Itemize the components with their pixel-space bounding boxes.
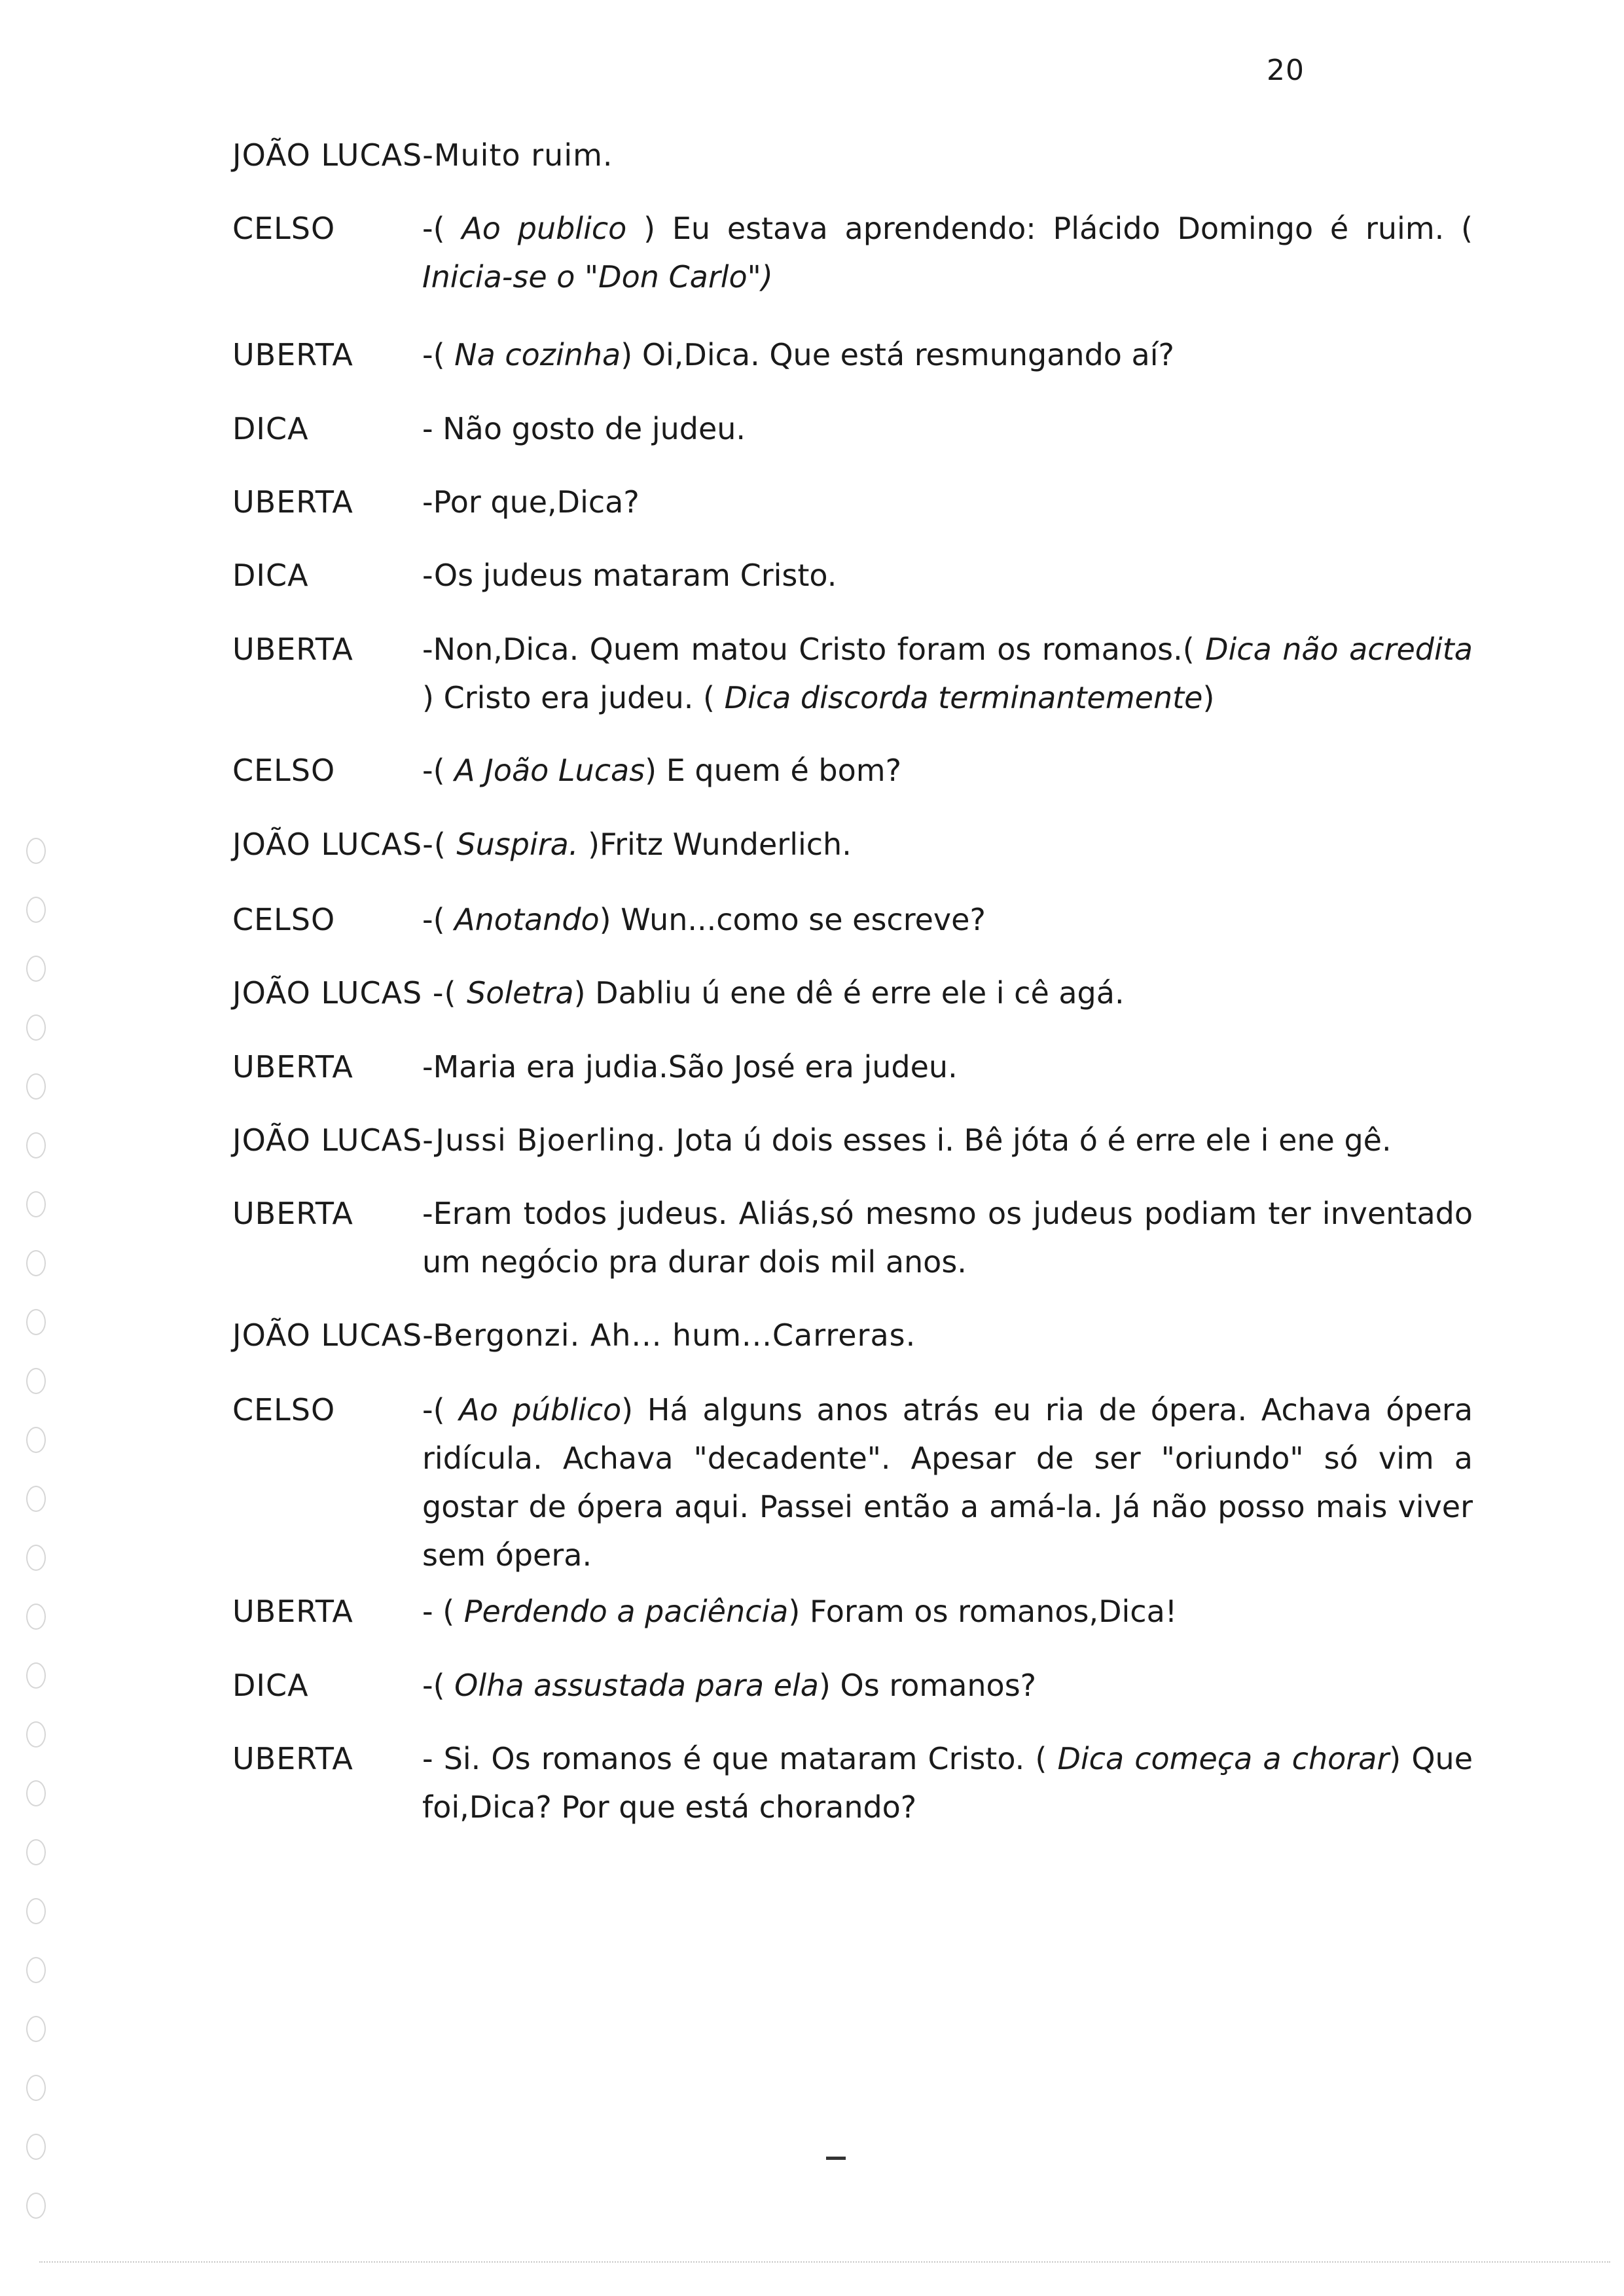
- speech-fragment: -Non,Dica. Quem matou Cristo foram os romanos.(: [422, 632, 1206, 667]
- binding-hole: [26, 956, 46, 982]
- speaker-name: UBERTA: [232, 484, 353, 520]
- binding-hole: [26, 1898, 46, 1924]
- speaker-name: UBERTA: [232, 1741, 353, 1776]
- speech-fragment: ) Cristo era judeu. (: [422, 680, 725, 715]
- stage-direction: Suspira.: [456, 827, 588, 862]
- binding-hole: [26, 1250, 46, 1276]
- binding-hole: [26, 2016, 46, 2042]
- speech-fragment: -(: [422, 337, 455, 372]
- stage-direction: Perdendo a paciência: [463, 1594, 789, 1629]
- speech-fragment: - Não gosto de judeu.: [422, 411, 746, 446]
- stage-direction: A João Lucas: [454, 753, 645, 788]
- stage-direction: Ao publico: [461, 211, 627, 246]
- speaker-name: UBERTA: [232, 1049, 353, 1085]
- stage-direction: Dica não acredita: [1205, 632, 1473, 667]
- speech-fragment: ) Foram os romanos,Dica!: [788, 1594, 1178, 1629]
- binding-hole: [26, 1721, 46, 1748]
- dialogue-line: [232, 1116, 1476, 1164]
- speaker-name: UBERTA: [232, 1196, 353, 1231]
- speech-text: [422, 1043, 1473, 1091]
- page-edge: [39, 2261, 1610, 2263]
- dialogue-line: [232, 820, 1476, 869]
- binding-hole: [26, 1132, 46, 1158]
- stage-direction: Dica começa a chorar: [1057, 1741, 1390, 1776]
- binding-hole: [26, 1604, 46, 1630]
- speech-fragment: ) Os romanos?: [818, 1668, 1037, 1703]
- speaker-name: CELSO: [232, 211, 336, 246]
- speech-text: [422, 895, 1473, 944]
- speaker-name: DICA: [232, 1668, 309, 1703]
- speaker-name: JOÃO LUCAS-Bergonzi. Ah... hum...Carreras.: [232, 1318, 916, 1353]
- binding-hole: [26, 1191, 46, 1217]
- speech-text: [422, 1661, 1473, 1710]
- speech-fragment: - (: [422, 1594, 464, 1629]
- binding-hole: [26, 2134, 46, 2160]
- speech-text: [456, 827, 851, 862]
- speaker-name: DICA: [232, 411, 309, 446]
- dialogue-line: [232, 969, 1476, 1017]
- speech-fragment: )Fritz Wunderlich.: [588, 827, 852, 862]
- binding-hole: [26, 838, 46, 864]
- speech-fragment: Jota ú dois esses i. Bê jóta ó é erre ele i ene gê.: [666, 1122, 1392, 1158]
- speech-fragment: -Os judeus mataram Cristo.: [422, 558, 837, 593]
- speech-text: [422, 1189, 1473, 1286]
- speech-fragment: -Maria era judia.São José era judeu.: [422, 1049, 958, 1085]
- speech-text: [467, 975, 1125, 1011]
- speech-fragment: -(: [422, 211, 462, 246]
- binding-hole: [26, 1309, 46, 1335]
- speech-fragment: ) E quem é bom?: [645, 753, 901, 788]
- speech-fragment: ): [1202, 680, 1215, 715]
- speaker-name: UBERTA: [232, 1594, 353, 1629]
- speech-fragment: -(: [422, 753, 455, 788]
- binding-hole: [26, 1957, 46, 1983]
- speech-text: [422, 1386, 1473, 1579]
- stage-direction: Anotando: [454, 902, 600, 937]
- speech-text: [422, 404, 1473, 453]
- speech-text: [422, 625, 1473, 722]
- speech-fragment: ) Há alguns anos atrás eu ria de ópera. Achava ópera ridícula. Achava "decadente". Apesar de ser "oriundo" só vim a gostar de ópera aqui. Passei então a amá-la. Já não posso mais viver sem ópera.: [422, 1392, 1473, 1573]
- speech-fragment: ) Oi,Dica. Que está resmungando aí?: [621, 337, 1174, 372]
- dialogue-line: [232, 1311, 1476, 1359]
- speech-fragment: -Por que,Dica?: [422, 484, 640, 520]
- speech-fragment: ) Dabliu ú ene dê é erre ele i cê agá.: [573, 975, 1125, 1011]
- binding-hole: [26, 1780, 46, 1806]
- binding-hole: [26, 1073, 46, 1100]
- binding-hole: [26, 1662, 46, 1689]
- binding-hole: [26, 1014, 46, 1041]
- speech-text: [422, 551, 1473, 600]
- stage-direction: Na cozinha: [454, 337, 621, 372]
- speech-fragment: ) Wun...como se escreve?: [599, 902, 986, 937]
- binding-hole: [26, 1839, 46, 1865]
- speech-text: [422, 746, 1473, 795]
- speech-fragment: ) Eu estava aprendendo: Plácido Domingo é ruim. (: [626, 211, 1473, 246]
- speaker-name: UBERTA: [232, 337, 353, 372]
- stage-direction: Soletra: [467, 975, 574, 1011]
- speech-text: [422, 204, 1473, 301]
- speech-text: [666, 1122, 1392, 1158]
- speaker-name: CELSO: [232, 753, 336, 788]
- stage-direction: Ao público: [459, 1392, 622, 1427]
- speaker-name: JOÃO LUCAS-Muito ruim.: [232, 137, 613, 173]
- speech-fragment: -Eram todos judeus. Aliás,só mesmo os judeus podiam ter inventado um negócio pra durar dois mil anos.: [422, 1196, 1473, 1280]
- speaker-name: JOÃO LUCAS -(: [232, 975, 467, 1011]
- speech-text: [422, 331, 1473, 379]
- footer-mark: [826, 2157, 846, 2160]
- speech-text: [422, 1587, 1473, 1636]
- speaker-name: CELSO: [232, 1392, 336, 1427]
- speaker-name: DICA: [232, 558, 309, 593]
- binding-hole: [26, 2075, 46, 2101]
- speech-fragment: - Si. Os romanos é que mataram Cristo. (: [422, 1741, 1058, 1776]
- speech-fragment: -(: [422, 1668, 455, 1703]
- speech-text: [422, 478, 1473, 526]
- speech-fragment: ) Que foi,Dica? Por que está chorando?: [422, 1741, 1473, 1825]
- binding-hole: [26, 1545, 46, 1571]
- stage-direction: Olha assustada para ela: [454, 1668, 819, 1703]
- binding-hole: [26, 2193, 46, 2219]
- speaker-name: JOÃO LUCAS-(: [232, 827, 457, 862]
- binding-hole: [26, 1427, 46, 1453]
- speech-fragment: -(: [422, 902, 455, 937]
- stage-direction: Inicia-se o "Don Carlo"): [422, 259, 773, 295]
- speaker-name: JOÃO LUCAS-Jussi Bjoerling.: [232, 1122, 666, 1158]
- stage-direction: Dica discorda terminantemente: [724, 680, 1203, 715]
- binding-hole: [26, 1486, 46, 1512]
- speech-fragment: -(: [422, 1392, 460, 1427]
- binding-hole: [26, 897, 46, 923]
- speaker-name: CELSO: [232, 902, 336, 937]
- page-number: 20: [1267, 54, 1305, 87]
- speech-text: [422, 1734, 1473, 1831]
- speaker-name: UBERTA: [232, 632, 353, 667]
- binding-hole: [26, 1368, 46, 1394]
